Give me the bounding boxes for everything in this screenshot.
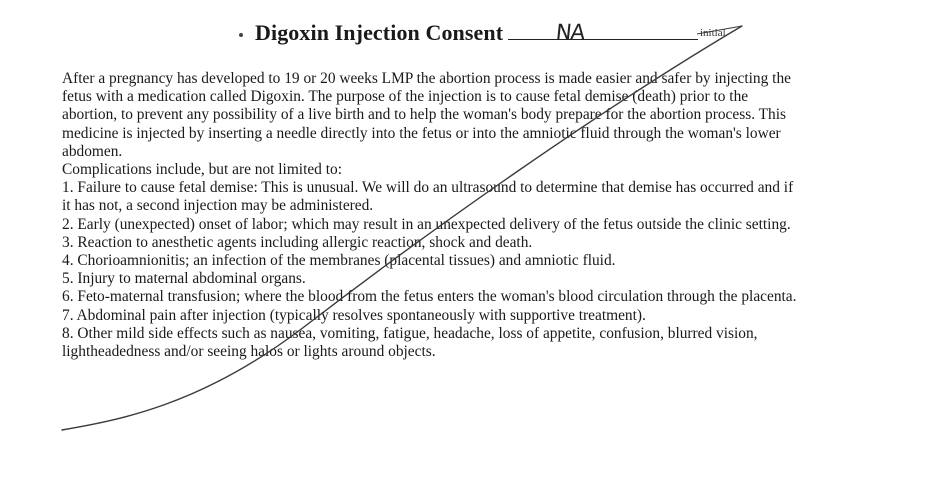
initial-label: initial [700,27,726,39]
complication-line: 1. Failure to cause fetal demise: This is unusual. We will do an ultrasound to determine that demise has occurred and if [62,179,794,197]
document-title: Digoxin Injection Consent [255,20,504,45]
title-row [255,20,503,54]
complication-line: 7. Abdominal pain after injection (typically resolves spontaneously with supportive treatment). [62,306,646,324]
complication-line: 4. Chorioamnionitis; an infection of the membranes (placental tissues) and amniotic fluid. [62,252,616,270]
intro-line: medicine is injected by inserting a needle directly into the fetus or into the amniotic fluid through the woman's lower [62,124,781,142]
intro-line: abdomen. [62,142,123,160]
complication-line: lightheadedness and/or seeing halos or lights around objects. [62,343,436,361]
complication-line: 6. Feto-maternal transfusion; where the blood from the fetus enters the woman's blood circulation through the placenta. [62,288,797,306]
initial-handwritten-value: NA [554,20,586,44]
complication-line: 8. Other mild side effects such as nausea, vomiting, fatigue, headache, loss of appetite, confusion, blurred vision, [62,324,758,342]
consent-body [62,70,882,361]
complication-line: 3. Reaction to anesthetic agents including allergic reaction, shock and death. [62,233,533,251]
initial-signature-line [508,38,698,40]
intro-line: After a pregnancy has developed to 19 or 20 weeks LMP the abortion process is made easier and safer by injecting the [62,70,791,87]
complication-line: 2. Early (unexpected) onset of labor; which may result in an unexpected delivery of the fetus outside the clinic setting. [62,215,791,233]
complication-line: 5. Injury to maternal abdominal organs. [62,270,306,288]
intro-line: fetus with a medication called Digoxin. The purpose of the injection is to cause fetal demise (death) prior to the [62,88,749,106]
complication-line: it has not, a second injection may be administered. [62,197,374,215]
stray-mark [239,33,243,37]
complications-heading: Complications include, but are not limited to: [62,161,342,179]
intro-line: abortion, to prevent any possibility of a live birth and to help the woman's body prepare for the abortion process. This [62,106,786,124]
